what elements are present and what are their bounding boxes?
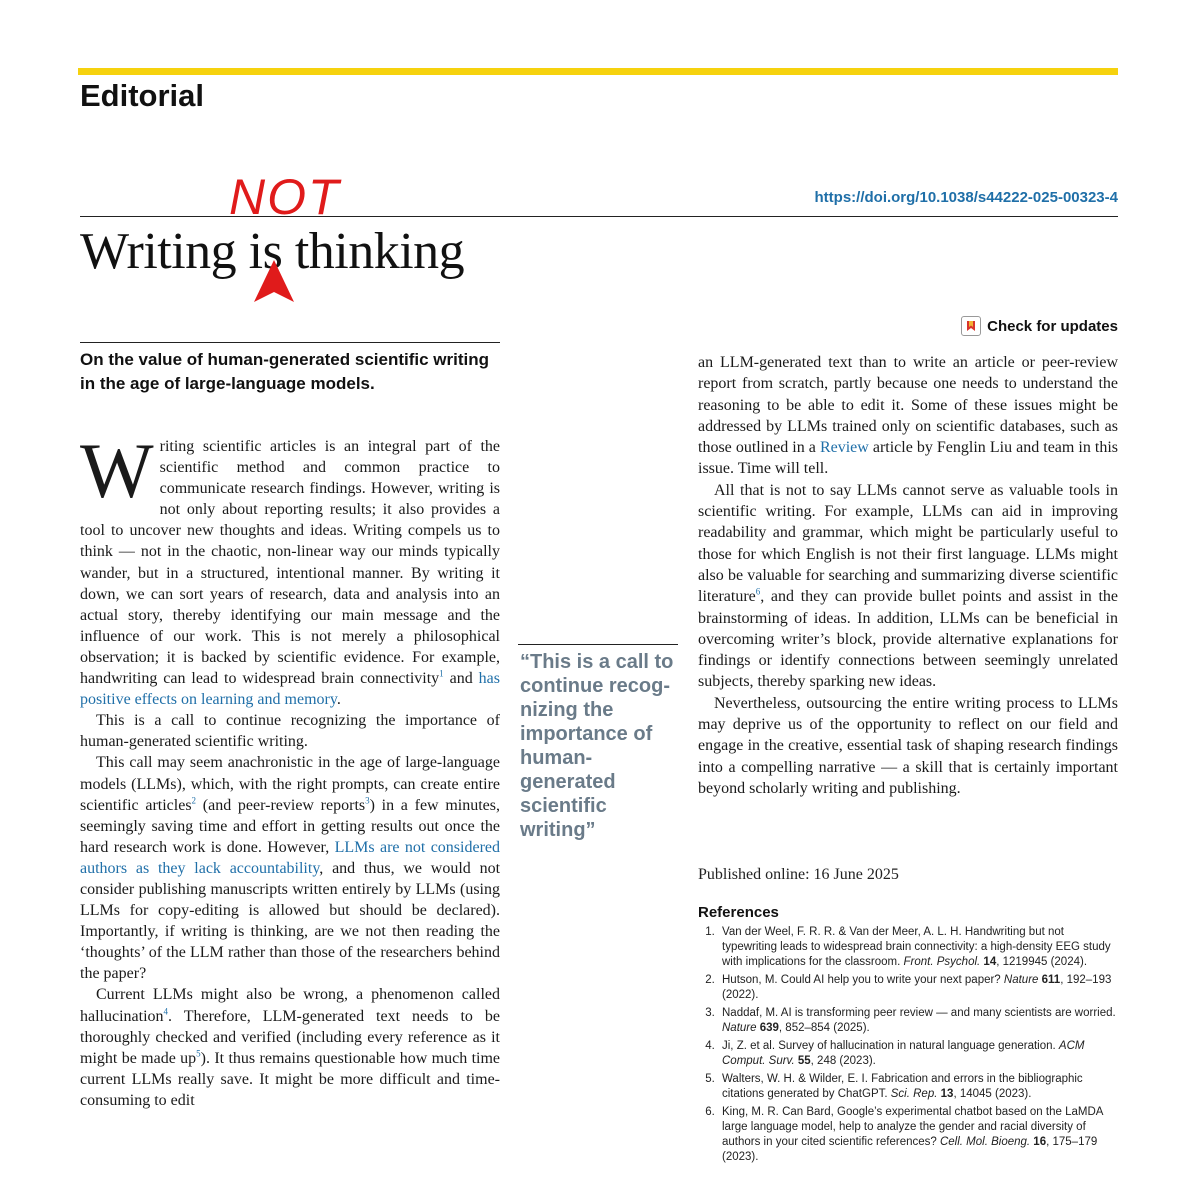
reference-item[interactable]: 3. Naddaf, M. AI is transforming peer review — and many scientists are worried. Nature 639, 852–854 (2025). bbox=[718, 1006, 1118, 1036]
body-column-2 bbox=[698, 352, 1118, 799]
standfirst-divider bbox=[80, 342, 500, 343]
body-text: riting scientific articles is an integral part of the scientific method and common practice to communicate research findings. However, writing is not only about reporting results; it also provides a tool to uncover new thoughts and ideas. Writing compels us to think — not in the chaotic, non-linear way our minds typically wander, but in a structured, intentional manner. By writing it down, we can sort years of research, data and analysis into an actual story, thereby identifying our main message and the influence of our work. This is not merely a philosophical observation; it is backed by scientific evidence. For example, handwriting can lead to widespread brain connectivity bbox=[80, 438, 500, 688]
references-list bbox=[698, 925, 1118, 1165]
body-text: . bbox=[336, 691, 341, 709]
check-for-updates-label: Check for updates bbox=[987, 317, 1118, 335]
reference-item[interactable]: 6. King, M. R. Can Bard, Google’s experimental chatbot based on the LaMDA large language model, help to analyze the gender and racial diversity of authors in your cited scientific references? Cell. Mol. Bioeng. 16, 175–179 (2023). bbox=[718, 1105, 1118, 1165]
references-section bbox=[698, 904, 1118, 1168]
doi-link[interactable]: https://doi.org/10.1038/s44222-025-00323-4 bbox=[814, 189, 1118, 206]
drop-cap: W bbox=[80, 427, 154, 514]
reference-item[interactable]: 1. Van der Weel, F. R. R. & Van der Meer, A. L. H. Handwriting but not typewriting leads to widespread brain connectivity: a high-density EEG study with implications for the classroom. Front. Psychol. 14, 1219945 (2024). bbox=[718, 925, 1118, 970]
inline-link-accountability[interactable]: LLMs are not considered authors as they lack accountability bbox=[80, 838, 501, 877]
reference-item[interactable]: 5. Walters, W. H. & Wilder, E. I. Fabrication and errors in the bibliographic citations generated by ChatGPT. Sci. Rep. 13, 14045 (2023). bbox=[718, 1072, 1118, 1102]
crossmark-icon bbox=[961, 316, 981, 336]
body-text: and bbox=[443, 670, 479, 688]
body-paragraph-4-continued bbox=[698, 352, 1118, 480]
body-text: article by Fenglin Liu and team in this issue. Time will tell. bbox=[698, 439, 1118, 478]
citation-6[interactable]: 6 bbox=[755, 586, 761, 597]
body-text: ). It thus remains questionable how much time current LLMs really save. It might be more difficult and time-consuming to edit bbox=[80, 1049, 501, 1109]
body-column-1 bbox=[80, 427, 501, 1111]
body-paragraph-5 bbox=[698, 480, 1118, 693]
standfirst: On the value of human-generated scientific writing in the age of large-language models. bbox=[80, 350, 490, 393]
inline-link-review[interactable]: Review bbox=[819, 439, 869, 457]
reference-item[interactable]: 4. Ji, Z. et al. Survey of hallucination in natural language generation. ACM Comput. Surv. 55, 248 (2023). bbox=[718, 1039, 1118, 1069]
body-paragraph-2: This is a call to continue recognizing the importance of human-generated scientific writing. bbox=[80, 712, 500, 751]
body-paragraph-6: Nevertheless, outsourcing the entire writing process to LLMs may deprive us of the opportunity to reflect on our field and engage in the creative, essential task of shaping research findings into a compelling narrative — a skill that is certainly important beyond scholarly writing and publishing. bbox=[698, 694, 1118, 797]
body-text: . Therefore, LLM-generated text needs to be thoroughly checked and verified (including every reference as it might be made up bbox=[80, 1007, 500, 1067]
body-text: All that is not to say LLMs cannot serve as valuable tools in scientific writing. For example, LLMs can aid in improving readability and grammar, which might be particularly useful to those for which English is not their first language. LLMs might also be valuable for searching and summarizing diverse scientific literature bbox=[698, 481, 1118, 606]
pullquote: “This is a call to continue recog-nizing the importance of human-generated scientific writing” bbox=[520, 651, 674, 841]
citation-2[interactable]: 2 bbox=[191, 795, 197, 806]
body-text: Current LLMs might also be wrong, a phenomenon called hallucination bbox=[80, 986, 500, 1025]
body-text: , and thus, we would not consider publishing manuscripts written entirely by LLMs (using LLMs for copy-editing is allowed but should be declared). Importantly, if writing is thinking, are we not then reading the ‘thoughts’ of the LLM rather than those of the researchers behind the paper? bbox=[80, 859, 501, 983]
title-part-2: thinking bbox=[294, 223, 465, 280]
body-paragraph-3 bbox=[80, 752, 500, 984]
reference-item[interactable]: 2. Hutson, M. Could AI help you to write your next paper? Nature 611, 192–193 (2022). bbox=[718, 973, 1118, 1003]
citation-3[interactable]: 3 bbox=[365, 795, 370, 806]
references-heading: References bbox=[698, 904, 779, 921]
pullquote-divider bbox=[518, 644, 678, 645]
body-paragraph-4 bbox=[80, 984, 500, 1111]
body-text: (and peer-review reports bbox=[196, 796, 366, 814]
citation-1[interactable]: 1 bbox=[439, 668, 444, 679]
inline-link-learning-memory[interactable]: has positive effects on learning and memory bbox=[80, 670, 500, 709]
body-text: ) in a few minutes, seemingly saving time and effort in getting results out once the hard research work is done. However, bbox=[80, 796, 500, 856]
citation-5[interactable]: 5 bbox=[196, 1048, 201, 1059]
publication-date: Published online: 16 June 2025 bbox=[698, 866, 899, 883]
section-label: Editorial bbox=[80, 78, 205, 113]
body-text: an LLM-generated text than to write an article or peer-review report from scratch, partly because one needs to understand the reasoning to be able to edit it. Some of these issues might be addressed by LLMs trained only on scientific databases, such as those outlined in a bbox=[698, 354, 1118, 457]
body-text: , and they can provide bullet points and assist in the brainstorming of ideas. In addition, LLMs can be beneficial in overcoming writer’s block, provide alternative explanations for findings or identify connections between seemingly unrelated subjects, thereby sparking new ideas. bbox=[698, 588, 1118, 691]
citation-4[interactable]: 4 bbox=[163, 1006, 169, 1017]
title-part-1: Writing is bbox=[80, 223, 283, 280]
check-for-updates-button[interactable] bbox=[961, 316, 1118, 336]
body-paragraph-1 bbox=[80, 427, 500, 710]
handwritten-not-annotation: NOT bbox=[229, 169, 341, 225]
insertion-caret-icon bbox=[252, 258, 296, 304]
section-accent-bar bbox=[78, 68, 1118, 75]
body-text: This call may seem anachronistic in the age of large-language models (LLMs), which, with the right prompts, can create entire scientific articles bbox=[80, 754, 500, 814]
